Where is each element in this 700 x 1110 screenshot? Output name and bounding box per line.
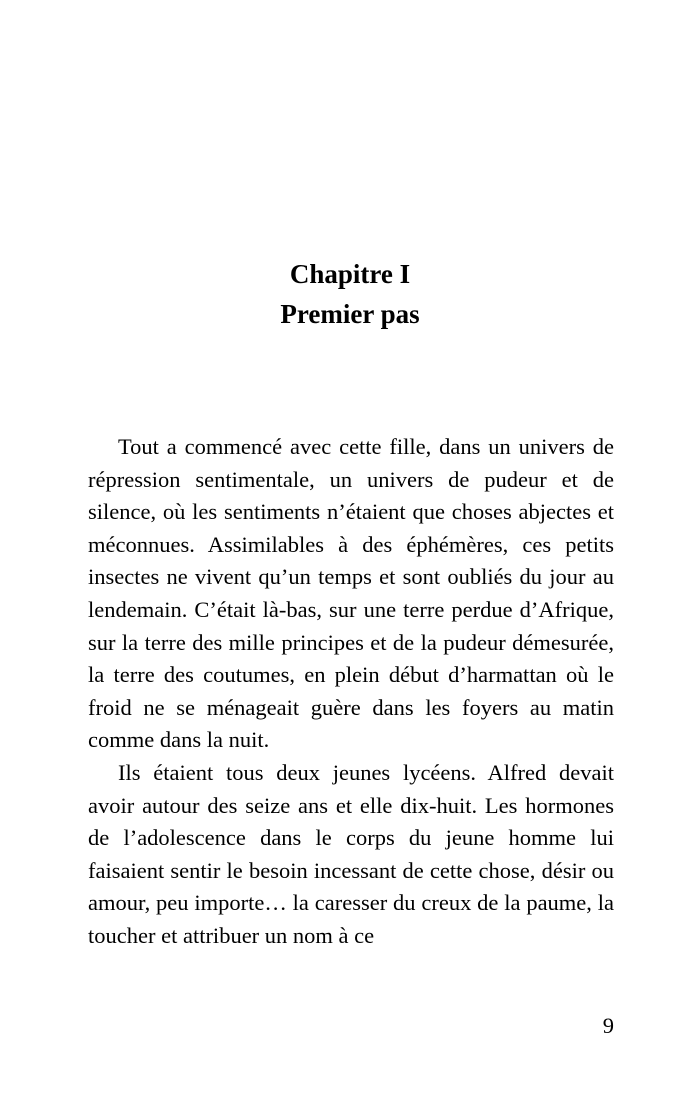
page-number: 9	[602, 1013, 614, 1038]
paragraph-2: Ils étaient tous deux jeunes lycéens. Alfred devait avoir autour des seize ans et elle dix-huit. Les hormones de l’adolescence dans le corps du jeune homme lui faisaient sentir le besoin incessant de cette chose, désir ou amour, peu importe… la caresser du creux de la paume, la toucher et attribuer un nom à ce	[88, 759, 614, 948]
body-text	[88, 431, 614, 953]
chapter-number: Chapitre I	[289, 259, 411, 289]
paragraph-1: Tout a commencé avec cette fille, dans un univers de répression sentimentale, un univers de pudeur et de silence, où les sentiments n’étaient que choses abjectes et méconnues. Assimilables à des éphémères, ces petits insectes ne vivent qu’un temps et sont oubliés du jour au lendemain. C’était là-bas, sur une terre perdue d’Afrique, sur la terre des mille principes et de la pudeur démesurée, la terre des coutumes, en plein début d’harmattan où le froid ne se ménageait guère dans les foyers au matin comme dans la nuit.	[88, 434, 614, 753]
chapter-heading	[0, 254, 700, 334]
chapter-title: Premier pas	[280, 299, 420, 329]
